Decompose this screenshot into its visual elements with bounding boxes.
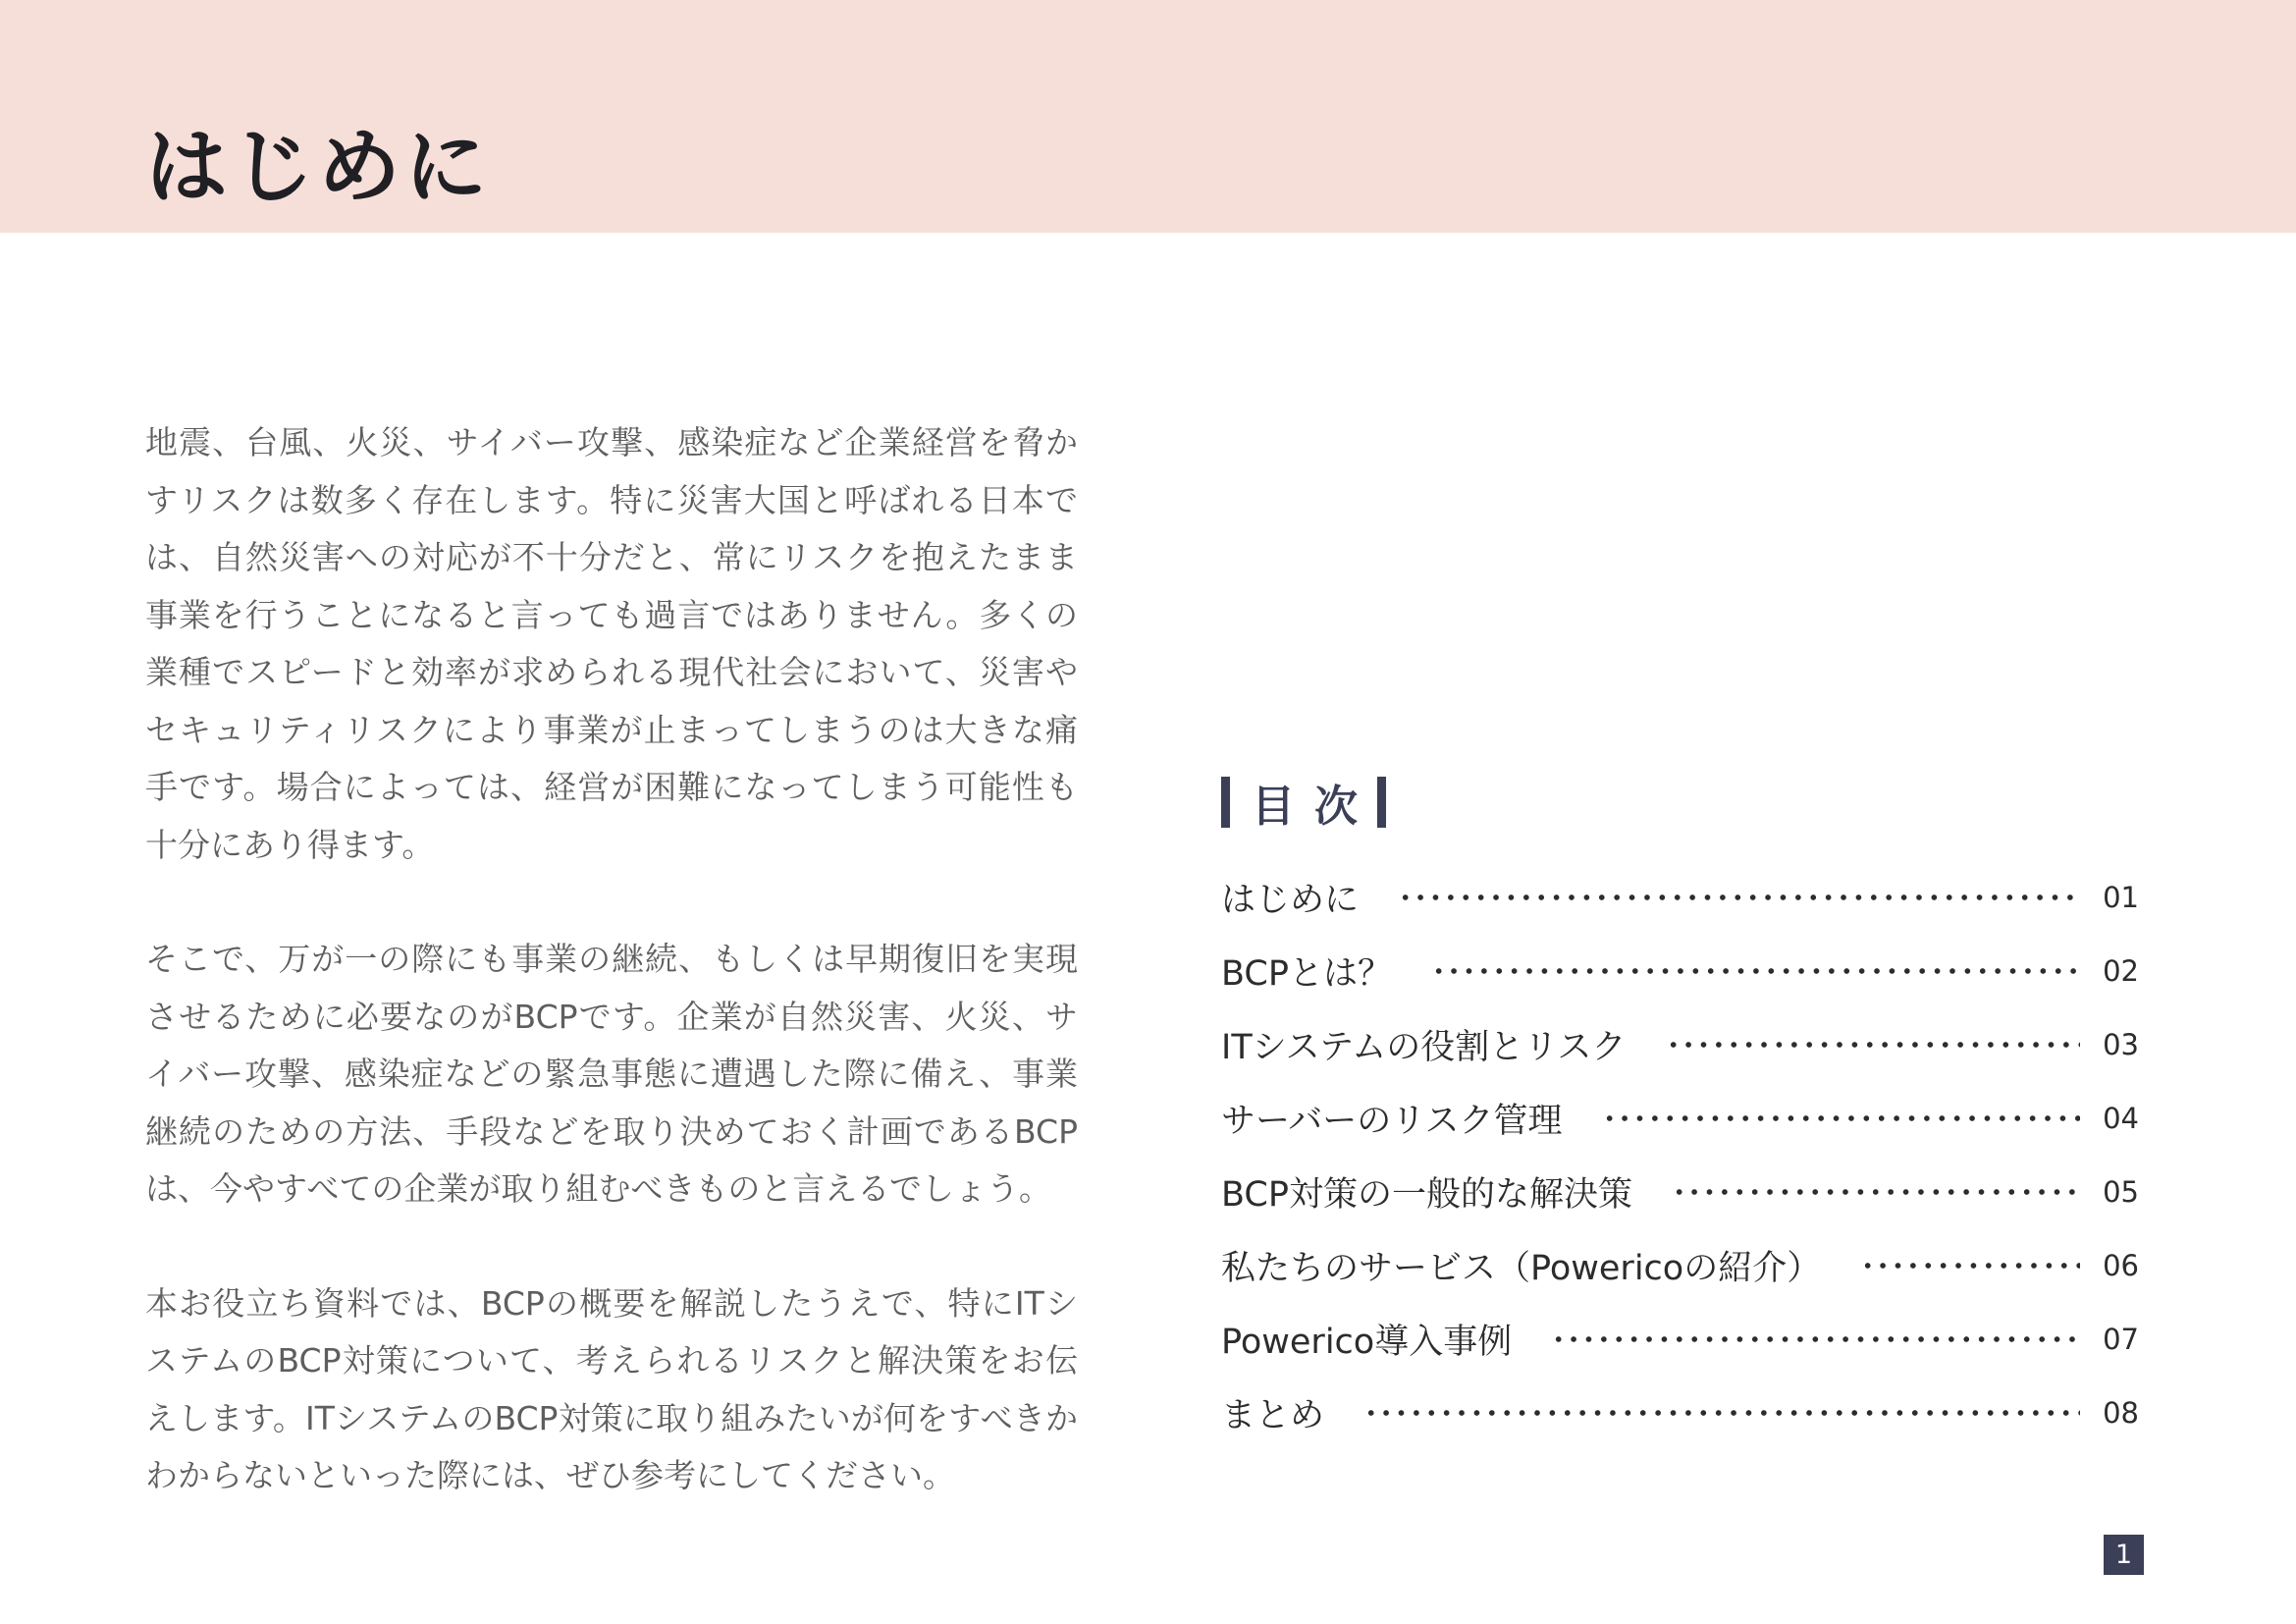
toc-item-page: 06 [2103, 1248, 2139, 1282]
intro-paragraph-1: 地震、台風、火災、サイバー攻撃、感染症など企業経営を脅かすリスクは数多く存在します。特に災害大国と呼ばれる日本では、自然災害への対応が不十分だと、常にリスクを抱えたまま事業を行うことになると言っても過言ではありません。多くの業種でスピードと効率が求められる現代社会において、災害やセキュリティリスクにより事業が止まってしまうのは大きな痛手です。場合によっては、経営が困難になってしまう可能性も十分にあり得ます。 [145, 423, 1078, 864]
toc-item-page: 07 [2103, 1322, 2139, 1356]
toc-item-page: 08 [2103, 1395, 2139, 1430]
toc-item-page: 03 [2103, 1027, 2139, 1061]
toc-dot-leader [1672, 1189, 2080, 1195]
toc-item-server-risk[interactable] [1221, 1081, 2139, 1155]
toc-item-it-system-risk[interactable] [1221, 1007, 2139, 1081]
toc-item-label: はじめに [1221, 880, 1360, 920]
toc-item-introduction[interactable] [1221, 860, 2139, 934]
toc-item-label: ITシステムの役割とリスク [1221, 1027, 1627, 1067]
toc-heading-bar-right [1377, 777, 1386, 828]
toc-item-page: 04 [2103, 1101, 2139, 1135]
toc-dot-leader [1431, 968, 2080, 974]
toc-heading-bar-left [1221, 777, 1230, 828]
toc-dot-leader [1398, 894, 2080, 900]
intro-paragraph-2: そこで、万が一の際にも事業の継続、もしくは早期復旧を実現させるために必要なのがBCPです。企業が自然災害、火災、サイバー攻撃、感染症などの緊急事態に遭遇した際に備え、事業継続のための方法、手段などを取り決めておく計画であるBCPは、今やすべての企業が取り組むべきものと言えるでしょう。 [145, 940, 1078, 1208]
toc-heading-text: 目次 [1252, 782, 1377, 832]
toc-item-page: 01 [2103, 880, 2139, 914]
table-of-contents [1221, 774, 2139, 1449]
toc-item-summary[interactable] [1221, 1376, 2139, 1449]
toc-item-bcp-solutions[interactable] [1221, 1155, 2139, 1228]
toc-dot-leader [1666, 1042, 2080, 1048]
toc-dot-leader [1551, 1336, 2080, 1342]
toc-item-label: サーバーのリスク管理 [1221, 1101, 1563, 1141]
toc-item-label: Powerico導入事例 [1221, 1322, 1513, 1362]
page-title: はじめに [145, 119, 492, 215]
page-number-badge: 1 [2104, 1535, 2144, 1575]
toc-dot-leader [1363, 1410, 2080, 1416]
toc-item-label: BCP対策の一般的な解決策 [1221, 1174, 1632, 1215]
toc-heading [1221, 774, 2139, 831]
toc-dot-leader [1602, 1115, 2080, 1121]
toc-item-case-studies[interactable] [1221, 1302, 2139, 1376]
intro-section [145, 414, 1078, 1562]
toc-item-label: 私たちのサービス（Powericoの紹介） [1221, 1248, 1822, 1288]
intro-paragraph-3: 本お役立ち資料では、BCPの概要を解説したうえで、特にITシステムのBCP対策について、考えられるリスクと解決策をお伝えします。ITシステムのBCP対策に取り組みたいが何をすべきかわからないといった際には、ぜひ参考にしてください。 [145, 1283, 1078, 1494]
toc-item-page: 05 [2103, 1174, 2139, 1209]
toc-item-label: BCPとは？ [1221, 953, 1392, 994]
toc-item-what-is-bcp[interactable] [1221, 934, 2139, 1007]
toc-item-our-service[interactable] [1221, 1228, 2139, 1302]
toc-item-page: 02 [2103, 953, 2139, 988]
toc-dot-leader [1860, 1263, 2080, 1269]
toc-item-label: まとめ [1221, 1395, 1325, 1435]
